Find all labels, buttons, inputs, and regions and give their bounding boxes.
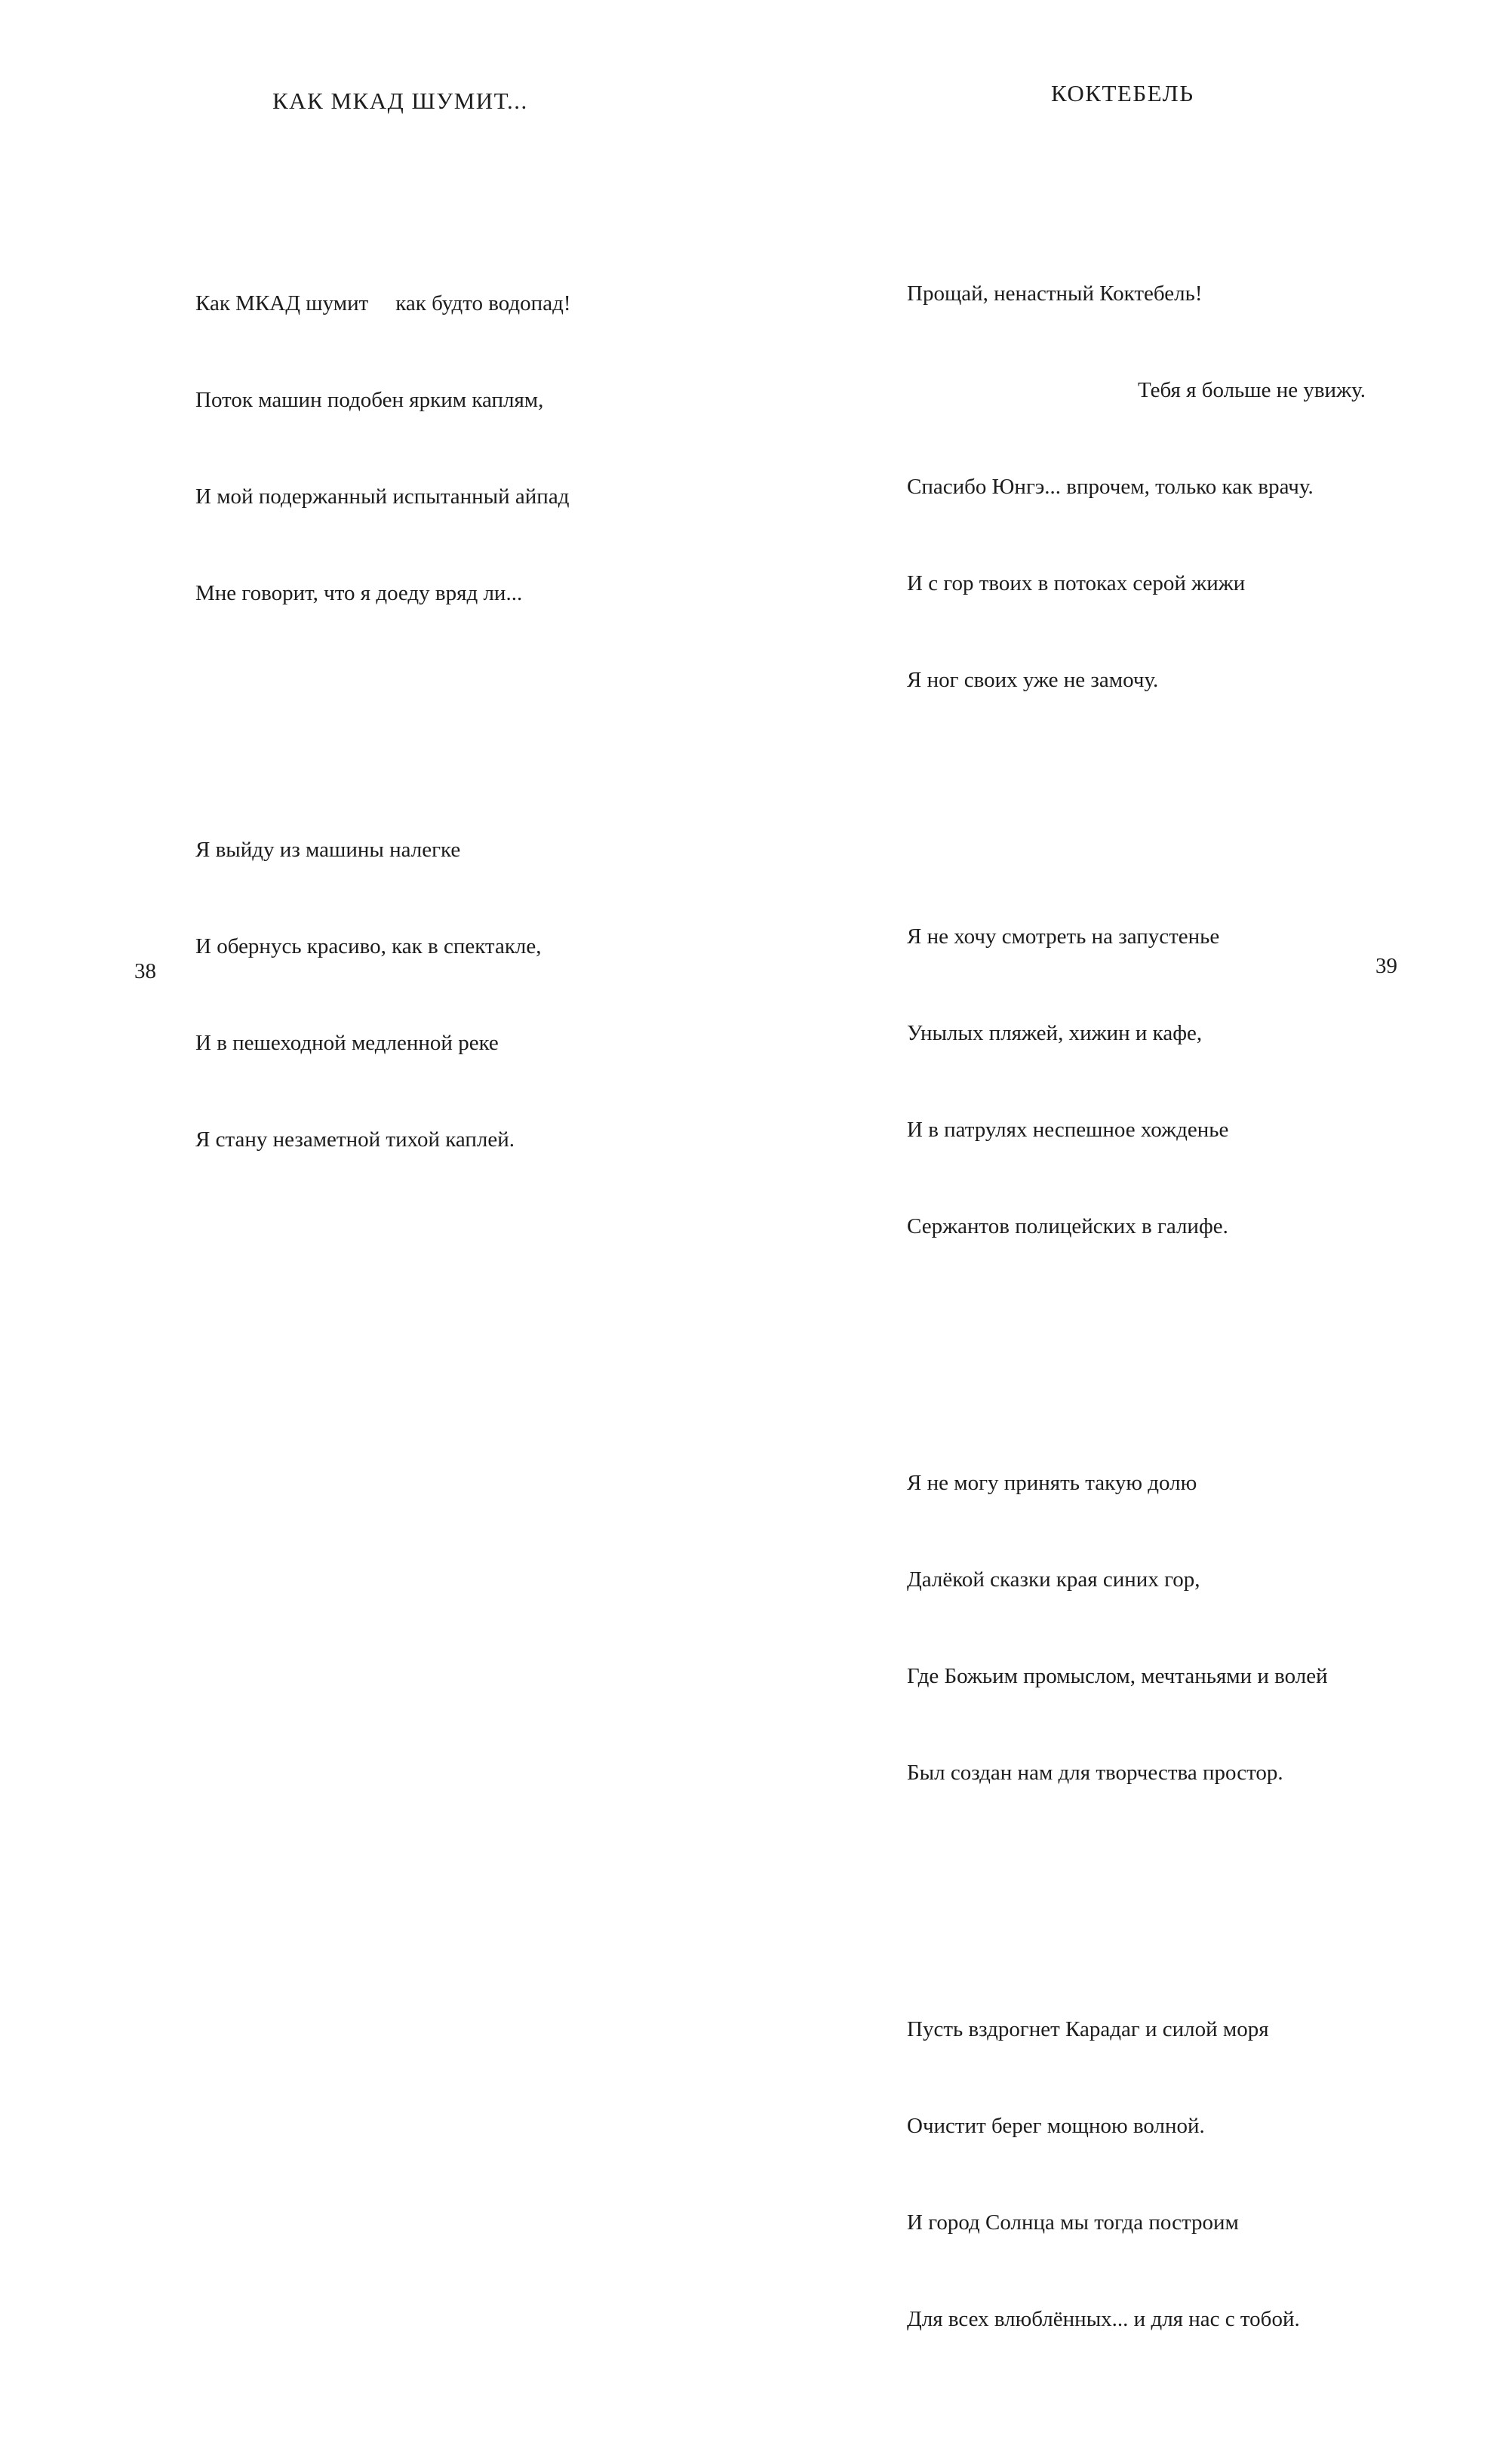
stanza — [195, 770, 570, 1220]
poem-title: КАК МКАД ШУМИТ... — [272, 88, 528, 114]
poem-line: Поток машин подобен ярким каплям, — [195, 388, 544, 413]
right-page — [754, 0, 1509, 2331]
poem-title: КОКТЕБЕЛЬ — [1051, 80, 1194, 106]
poem-body — [907, 149, 1366, 2464]
poem-line — [195, 288, 570, 320]
poem-line: Я выйду из машины налегке — [195, 838, 461, 863]
stanza — [907, 214, 1366, 760]
poem-line: И мой подержанный испытанный айпад — [195, 484, 570, 509]
stanza — [907, 857, 1366, 1306]
poem-line: Очистит берег мощною волной. — [907, 2114, 1205, 2139]
stanza — [907, 1403, 1366, 1853]
poem-line-part: Как МКАД шумит — [195, 291, 369, 316]
poem-body — [195, 159, 570, 1284]
poem-line: Спасибо Юнгэ... впрочем, только как врачу. — [907, 474, 1314, 499]
poem-line: Я не могу принять такую долю — [907, 1471, 1197, 1496]
poem-line: Я не хочу смотреть на запустенье — [907, 924, 1220, 949]
stanza — [907, 1949, 1366, 2399]
poem-line: Мне говорит, что я доеду вряд ли... — [195, 580, 523, 605]
stanza — [195, 223, 570, 673]
poem-line: Где Божьим промыслом, мечтаньями и волей — [907, 1663, 1328, 1688]
poem-line: Пусть вздрогнет Карадаг и силой моря — [907, 2017, 1269, 2042]
poem-line: И город Солнца мы тогда построим — [907, 2210, 1239, 2235]
poem-line: И в пешеходной медленной реке — [195, 1031, 499, 1056]
poem-line: Прощай, ненастный Коктебель! — [907, 281, 1203, 306]
page-number: 39 — [1375, 954, 1397, 978]
poem-line-part: как будто водопад! — [395, 291, 571, 316]
page-number: 38 — [134, 959, 156, 983]
poem-line: Сержантов полицейских в галифе. — [907, 1214, 1228, 1238]
poem-line: И обернусь красиво, как в спектакле, — [195, 934, 542, 959]
poem-line: Унылых пляжей, хижин и кафе, — [907, 1021, 1203, 1046]
poem-line: Тебя я больше не увижу. — [1138, 378, 1366, 403]
poem-line: Я стану незаметной тихой каплей. — [195, 1127, 515, 1152]
poem-line: И в патрулях неспешное хожденье — [907, 1117, 1229, 1142]
poem-line: Далёкой сказки края синих гор, — [907, 1567, 1200, 1592]
poem-line: Я ног своих уже не замочу. — [907, 667, 1159, 692]
poem-line: Для всех влюблённых... и для нас с тобой. — [907, 2306, 1300, 2331]
poem-line: И с гор твоих в потоках серой жижи — [907, 571, 1246, 595]
poem-line: Был создан нам для творчества простор. — [907, 1760, 1283, 1785]
left-page — [0, 0, 754, 1152]
